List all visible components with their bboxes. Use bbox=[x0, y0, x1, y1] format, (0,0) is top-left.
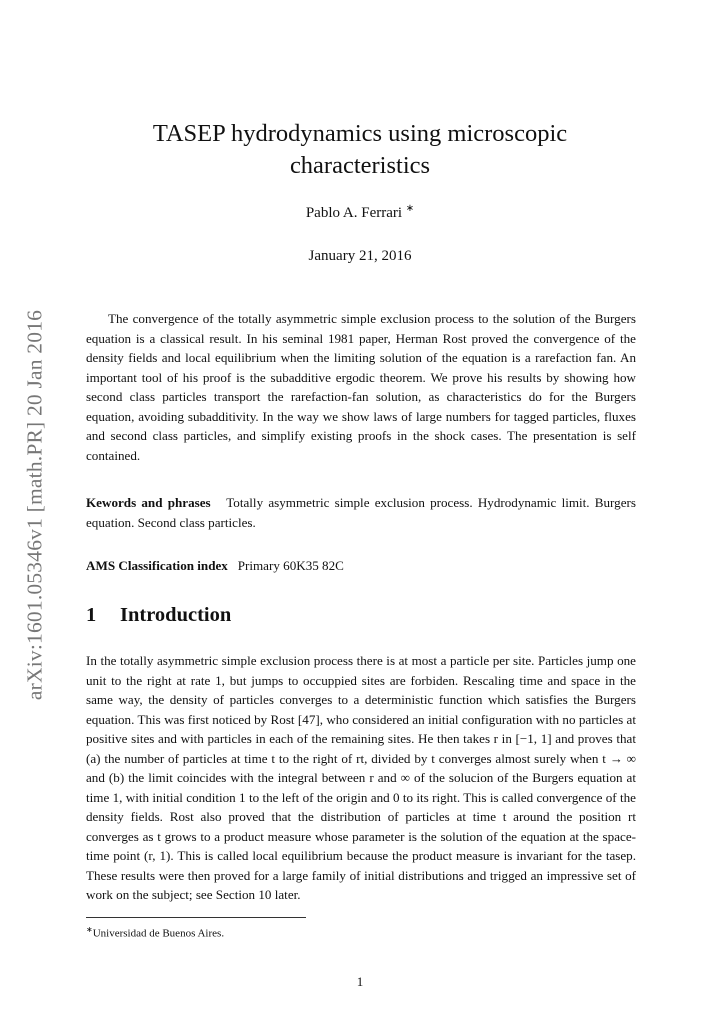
section-heading bbox=[86, 604, 231, 627]
arxiv-sidebar bbox=[20, 305, 50, 705]
ams-label: AMS Classification index bbox=[86, 558, 228, 573]
keywords bbox=[86, 493, 636, 532]
ams-text: Primary 60K35 82C bbox=[237, 558, 344, 573]
keywords-text: Totally asymmetric simple exclusion process. Hydrodynamic limit. Burgers equation. Second class particles. bbox=[86, 495, 636, 530]
paper-title bbox=[110, 118, 610, 182]
section-number: 1 bbox=[86, 604, 97, 626]
section-title: Introduction bbox=[120, 604, 232, 626]
ams-classification bbox=[86, 556, 636, 576]
footnote-text: Universidad de Buenos Aires. bbox=[92, 927, 225, 940]
title-line-2: characteristics bbox=[289, 152, 431, 179]
arxiv-stamp: arXiv:1601.05346v1 [math.PR] 20 Jan 2016 bbox=[22, 309, 47, 701]
author-footnote-mark: ∗ bbox=[405, 203, 415, 214]
footnote-mark: ∗ bbox=[86, 925, 93, 934]
footnote-rule bbox=[86, 917, 306, 918]
introduction-paragraph: In the totally asymmetric simple exclusion process there is at most a particle per site. Particles jump one unit to the right at rate 1, but jumps to occuppied sites are forbiden. Rescaling time and space in the same way, the density of particles converges to a deterministic function which satisfies the Burgers equation. This was first noticed by Rost [47], who considered an initial configuration with no particles at positive sites and with particles in each of the remaining sites. He then takes r in [−1, 1] and proves that (a) the number of particles at time t to the right of rt, divided by t converges almost surely when t → ∞ and (b) the limit coincides with the integral between r and ∞ of the solucion of the Burgers equation at time 1, with initial condition 1 to the left of the origin and 0 to its right. This is called convergence of the density fields. Rost also proved that the distribution of particles at time t around the position rt converges as t grows to a product measure whose parameter is the solution of the equation at the space-time point (r, 1). This is called local equilibrium because the product measure is invariant for the tasep. These results were then proved for a large family of initial distributions and trigged an impressive set of work on the subject; see Section 10 later. bbox=[86, 653, 636, 902]
paper-date: January 21, 2016 bbox=[308, 248, 412, 264]
author bbox=[110, 203, 610, 222]
footnote bbox=[86, 922, 224, 942]
page-number: 1 bbox=[356, 974, 364, 989]
keywords-label: Kewords and phrases bbox=[86, 495, 211, 510]
abstract: The convergence of the totally asymmetric simple exclusion process to the solution of the Burgers equation is a classical result. In his seminal 1981 paper, Herman Rost proved the convergence of the density fields and local equilibrium when the limiting solution of the equation is a rarefaction fan. An important tool of his proof is the subadditive ergodic theorem. We prove his results by showing how second class particles transport the rarefaction-fan solution, as characteristics do for the Burgers equation, avoiding subadditivity. In the way we show laws of large numbers for tagged particles, fluxes and second class particles, and simplify existing proofs in the shock cases. The presentation is self contained. bbox=[86, 311, 636, 463]
author-name: Pablo A. Ferrari bbox=[305, 205, 403, 221]
title-line-1: TASEP hydrodynamics using microscopic bbox=[152, 120, 568, 147]
